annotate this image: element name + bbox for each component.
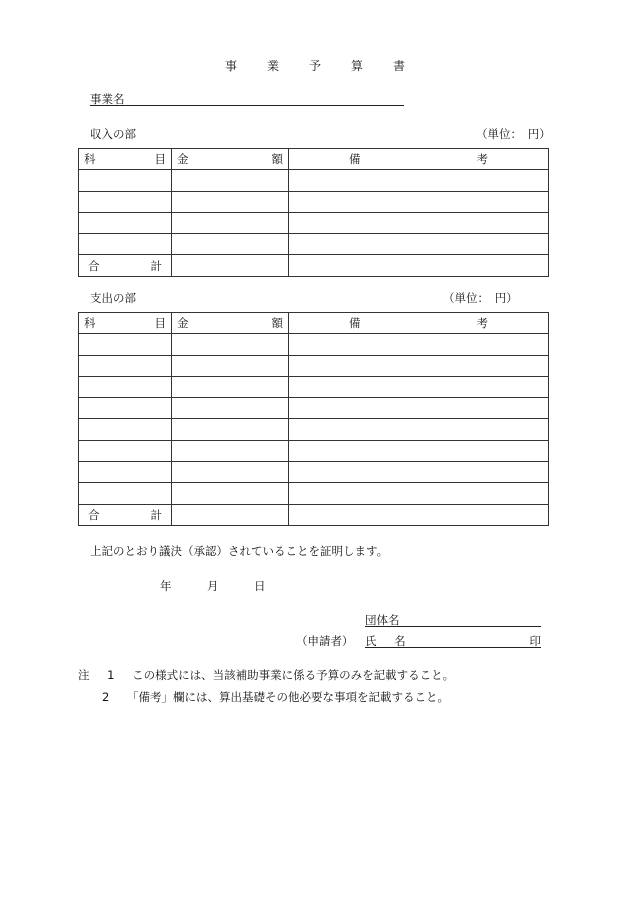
amount-header: 金 額	[172, 149, 289, 170]
remarks-header: 備 考	[289, 149, 549, 170]
table-row[interactable]	[79, 440, 549, 461]
organization-name-field[interactable]	[365, 612, 541, 627]
item-header: 科 目	[79, 149, 172, 170]
note-text: この様式には、当該補助事業に係る予算のみを記載すること。	[132, 668, 455, 682]
table-row[interactable]	[79, 234, 549, 255]
table-row[interactable]	[79, 483, 549, 504]
note-line-1	[78, 667, 454, 683]
table-row[interactable]	[79, 334, 549, 355]
name-label-2: 名	[394, 634, 406, 648]
applicant-name-field[interactable]	[365, 633, 541, 648]
date-month-label: 月	[207, 579, 219, 593]
expense-unit-label: （単位： 円）	[443, 291, 518, 305]
name-label-1: 氏	[365, 634, 377, 648]
income-table	[78, 148, 549, 277]
total-label: 合 計	[79, 255, 172, 276]
note-number: 1	[107, 668, 115, 682]
income-total-row[interactable]	[79, 255, 549, 276]
table-row[interactable]	[79, 355, 549, 376]
note-text: 「備考」欄には、算出基礎その他必要な事項を記載すること。	[126, 690, 449, 704]
total-label: 合 計	[79, 504, 172, 525]
applicant-role-label: （申請者）	[296, 634, 354, 648]
table-row[interactable]	[79, 191, 549, 212]
table-row[interactable]	[79, 398, 549, 419]
table-row[interactable]	[79, 462, 549, 483]
date-day-label: 日	[254, 579, 266, 593]
project-name-field[interactable]	[90, 91, 404, 106]
organization-name-label: 団体名	[365, 613, 400, 627]
amount-header: 金 額	[172, 313, 289, 334]
income-section-label: 収入の部	[90, 127, 136, 141]
table-row[interactable]	[79, 376, 549, 397]
table-row[interactable]	[79, 170, 549, 191]
certification-text: 上記のとおり議決（承認）されていることを証明します。	[90, 544, 389, 558]
income-header-row	[79, 149, 549, 170]
note-number: 2	[102, 690, 110, 704]
seal-label: 印	[529, 634, 541, 648]
remarks-header: 備 考	[289, 313, 549, 334]
table-row[interactable]	[79, 212, 549, 233]
expense-section-label: 支出の部	[90, 291, 136, 305]
project-name-label: 事業名	[90, 92, 125, 106]
notes-prefix: 注	[78, 668, 90, 682]
note-line-2	[78, 689, 449, 705]
expense-total-row[interactable]	[79, 504, 549, 525]
income-unit-label: （単位： 円）	[476, 127, 551, 141]
document-title: 事業予算書	[224, 59, 435, 73]
expense-header-row	[79, 313, 549, 334]
table-row[interactable]	[79, 419, 549, 440]
item-header: 科 目	[79, 313, 172, 334]
date-year-label: 年	[160, 579, 172, 593]
expense-table	[78, 312, 549, 526]
